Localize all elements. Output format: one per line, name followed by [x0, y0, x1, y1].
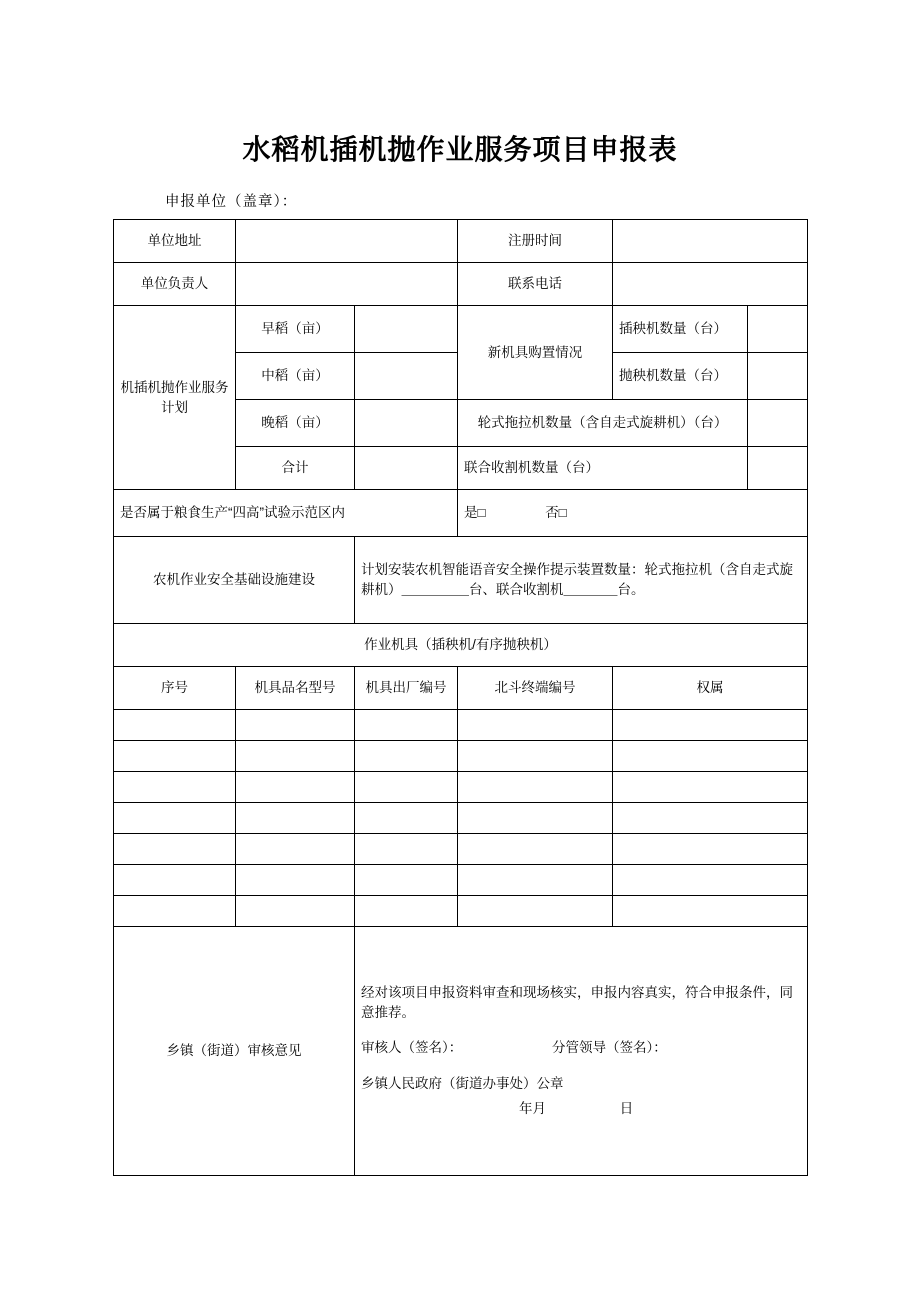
tools-cell-ownership[interactable] — [613, 772, 808, 803]
safety-text-part2: 台、联合收割机 — [469, 582, 564, 597]
plan-row-label-late: 晚稻（亩） — [236, 400, 355, 447]
tools-cell-ownership[interactable] — [613, 865, 808, 896]
safety-blank-harvester[interactable]: ＿＿＿＿ — [563, 582, 618, 597]
signature-row — [361, 1038, 801, 1058]
purchase-item-label-thrower: 抛秧机数量（台） — [613, 353, 748, 400]
tools-cell-beidou-no[interactable] — [458, 741, 613, 772]
tools-section-header: 作业机具（插秧机/有序抛秧机） — [114, 624, 808, 667]
tools-cell-index[interactable] — [114, 803, 236, 834]
plan-section-label: 机插机抛作业服务计划 — [114, 306, 236, 490]
table-row — [114, 537, 808, 624]
table-row — [114, 220, 808, 263]
page-title: 水稻机插机抛作业服务项目申报表 — [242, 134, 678, 165]
tools-column-beidou-no: 北斗终端编号 — [458, 667, 613, 710]
unit-address-value[interactable] — [236, 220, 458, 263]
tools-cell-model[interactable] — [236, 741, 355, 772]
tools-cell-factory-no[interactable] — [355, 710, 458, 741]
leader-signature-label[interactable]: 分管领导（签名）： — [552, 1040, 667, 1056]
opinion-paragraph: 经对该项目申报资料审查和现场核实，申报内容真实，符合申报条件，同意推荐。 — [361, 985, 793, 1020]
applicant-unit-line: 申报单位（盖章）： — [165, 194, 298, 210]
demo-zone-no-checkbox[interactable]: 否□ — [545, 505, 567, 521]
safety-infrastructure-text — [355, 537, 808, 624]
contact-phone-label: 联系电话 — [458, 263, 613, 306]
spacer — [361, 1022, 801, 1038]
township-opinion-label: 乡镇（街道）审核意见 — [114, 927, 355, 1176]
plan-row-value-middle[interactable] — [355, 353, 458, 400]
tools-column-ownership: 权属 — [613, 667, 808, 710]
table-row — [114, 772, 808, 803]
table-row — [114, 741, 808, 772]
plan-row-value-late[interactable] — [355, 400, 458, 447]
township-opinion-body — [355, 927, 808, 1176]
tools-column-model: 机具品名型号 — [236, 667, 355, 710]
plan-row-label-total: 合计 — [236, 447, 355, 490]
table-row — [114, 710, 808, 741]
official-seal-label: 乡镇人民政府（街道办事处）公章 — [361, 1075, 564, 1091]
safety-text-part3: 台。 — [617, 582, 645, 597]
safety-blank-tractor[interactable]: ＿＿＿＿＿ — [401, 582, 469, 597]
plan-row-label-early: 早稻（亩） — [236, 306, 355, 353]
purchase-section-label: 新机具购置情况 — [458, 306, 613, 400]
tools-cell-model[interactable] — [236, 772, 355, 803]
plan-row-value-total[interactable] — [355, 447, 458, 490]
tools-cell-beidou-no[interactable] — [458, 865, 613, 896]
unit-leader-label: 单位负责人 — [114, 263, 236, 306]
tools-cell-factory-no[interactable] — [355, 834, 458, 865]
table-row — [114, 490, 808, 537]
date-year-month[interactable]: 年月 — [519, 1101, 546, 1117]
tools-cell-factory-no[interactable] — [355, 896, 458, 927]
date-day[interactable]: 日 — [619, 1101, 634, 1117]
table-row — [114, 896, 808, 927]
tools-cell-index[interactable] — [114, 865, 236, 896]
tools-cell-index[interactable] — [114, 710, 236, 741]
tools-cell-ownership[interactable] — [613, 741, 808, 772]
date-row — [361, 1099, 801, 1119]
purchase-item-value-thrower[interactable] — [748, 353, 808, 400]
tools-column-factory-no: 机具出厂编号 — [355, 667, 458, 710]
tools-cell-factory-no[interactable] — [355, 865, 458, 896]
table-row — [114, 834, 808, 865]
tools-cell-beidou-no[interactable] — [458, 803, 613, 834]
register-time-label: 注册时间 — [458, 220, 613, 263]
purchase-item-label-tractor: 轮式拖拉机数量（含自走式旋耕机）（台） — [458, 400, 748, 447]
plan-row-value-early[interactable] — [355, 306, 458, 353]
unit-address-label: 单位地址 — [114, 220, 236, 263]
demo-zone-yes-checkbox[interactable]: 是□ — [464, 505, 486, 521]
purchase-item-label-transplanter: 插秧机数量（台） — [613, 306, 748, 353]
spacer — [361, 1058, 801, 1074]
purchase-item-value-tractor[interactable] — [748, 400, 808, 447]
tools-cell-index[interactable] — [114, 741, 236, 772]
table-row — [114, 927, 808, 1176]
table-header-row — [114, 667, 808, 710]
unit-leader-value[interactable] — [236, 263, 458, 306]
tools-cell-model[interactable] — [236, 834, 355, 865]
tools-cell-model[interactable] — [236, 865, 355, 896]
table-row — [114, 865, 808, 896]
tools-cell-ownership[interactable] — [613, 834, 808, 865]
tools-cell-model[interactable] — [236, 710, 355, 741]
demo-zone-question: 是否属于粮食生产“四高”试验示范区内 — [114, 490, 458, 537]
table-row — [114, 803, 808, 834]
tools-cell-model[interactable] — [236, 803, 355, 834]
tools-cell-factory-no[interactable] — [355, 741, 458, 772]
tools-cell-factory-no[interactable] — [355, 772, 458, 803]
tools-cell-ownership[interactable] — [613, 710, 808, 741]
purchase-item-value-transplanter[interactable] — [748, 306, 808, 353]
application-form-table — [113, 219, 808, 1176]
plan-row-label-middle: 中稻（亩） — [236, 353, 355, 400]
purchase-item-label-harvester: 联合收割机数量（台） — [458, 447, 748, 490]
purchase-item-value-harvester[interactable] — [748, 447, 808, 490]
safety-text-part1: 计划安装农机智能语音安全操作提示装置数量：轮式拖拉机（含自走式旋耕机） — [361, 562, 793, 597]
contact-phone-value[interactable] — [613, 263, 808, 306]
tools-cell-beidou-no[interactable] — [458, 834, 613, 865]
table-row — [114, 624, 808, 667]
demo-zone-answers — [458, 490, 808, 537]
tools-cell-index[interactable] — [114, 772, 236, 803]
tools-column-index: 序号 — [114, 667, 236, 710]
tools-cell-beidou-no[interactable] — [458, 710, 613, 741]
tools-cell-model[interactable] — [236, 896, 355, 927]
safety-infrastructure-label: 农机作业安全基础设施建设 — [114, 537, 355, 624]
reviewer-signature-label[interactable]: 审核人（签名）： — [361, 1040, 463, 1056]
table-row — [114, 263, 808, 306]
tools-cell-index[interactable] — [114, 834, 236, 865]
table-row — [114, 306, 808, 353]
tools-cell-index[interactable] — [114, 896, 236, 927]
tools-cell-beidou-no[interactable] — [458, 896, 613, 927]
register-time-value[interactable] — [613, 220, 808, 263]
tools-cell-ownership[interactable] — [613, 803, 808, 834]
tools-cell-ownership[interactable] — [613, 896, 808, 927]
tools-cell-factory-no[interactable] — [355, 803, 458, 834]
tools-cell-beidou-no[interactable] — [458, 772, 613, 803]
